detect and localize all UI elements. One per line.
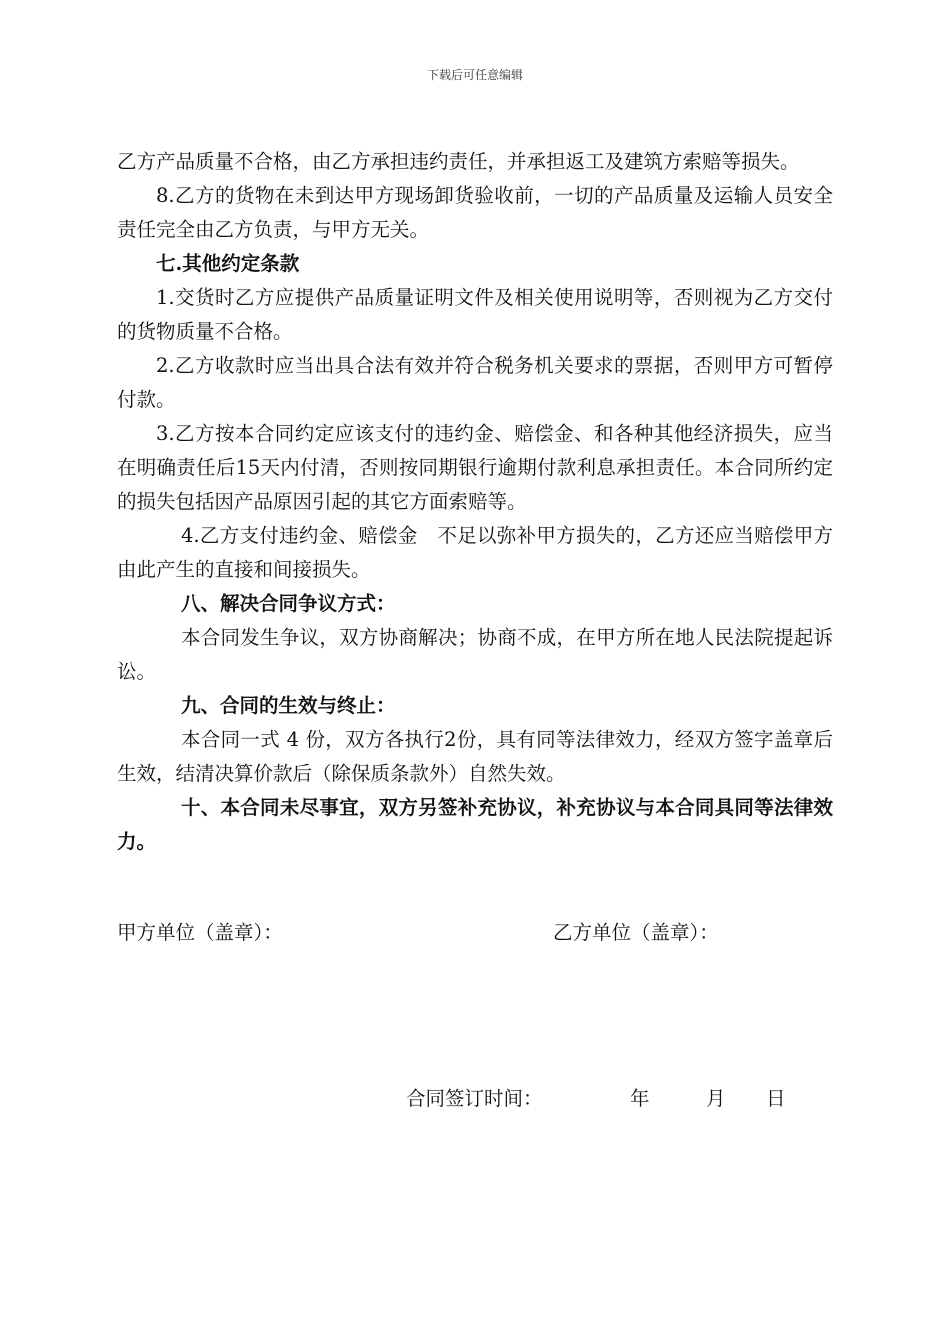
date-month-label: 月 — [706, 1087, 726, 1110]
paragraph-quality-liability: 乙方产品质量不合格，由乙方承担违约责任，并承担返工及建筑方索赔等损失。 — [117, 150, 800, 173]
clause-6-8: 8.乙方的货物在未到达甲方现场卸货验收前，一切的产品质量及运输人员安全责任完全由乙方负责，与甲方无关。 — [117, 184, 833, 241]
date-year-label: 年 — [630, 1087, 650, 1110]
party-b-seal-label: 乙方单位（盖章）： — [553, 921, 719, 944]
clause-7-3: 3.乙方按本合同约定应该支付的违约金、赔偿金、和各种其他经济损失，应当在明确责任后15天内付清，否则按同期银行逾期付款利息承担责任。本合同所约定的损失包括因产品原因引起的其它方面索赔等。 — [117, 422, 833, 513]
clause-7-4: 4.乙方支付违约金、赔偿金 不足以弥补甲方损失的，乙方还应当赔偿甲方由此产生的直接和间接损失。 — [117, 524, 833, 581]
page-header-note: 下载后可任意编辑 — [426, 68, 523, 82]
signing-date-label: 合同签订时间： — [406, 1087, 543, 1110]
section-heading-7: 七.其他约定条款 — [156, 252, 300, 275]
signing-date-row — [406, 1082, 786, 1116]
date-day-label: 日 — [766, 1087, 786, 1110]
clause-9-text: 本合同一式 4 份，双方各执行2份，具有同等法律效力，经双方签字盖章后生效，结清决算价款后（除保质条款外）自然失效。 — [117, 728, 833, 785]
clause-7-2: 2.乙方收款时应当出具合法有效并符合税务机关要求的票据，否则甲方可暂停付款。 — [117, 354, 833, 411]
clause-8-text: 本合同发生争议，双方协商解决；协商不成，在甲方所在地人民法院提起诉讼。 — [117, 626, 833, 683]
party-a-seal-label: 甲方单位（盖章）： — [117, 921, 283, 944]
section-heading-9: 九、合同的生效与终止： — [181, 694, 396, 717]
clause-7-1: 1.交货时乙方应提供产品质量证明文件及相关使用说明等，否则视为乙方交付的货物质量不合格。 — [117, 286, 833, 343]
section-heading-8: 八、解决合同争议方式： — [181, 592, 396, 615]
section-heading-10: 十、本合同未尽事宜，双方另签补充协议，补充协议与本合同具同等法律效力。 — [117, 796, 833, 853]
contract-body — [117, 145, 833, 859]
